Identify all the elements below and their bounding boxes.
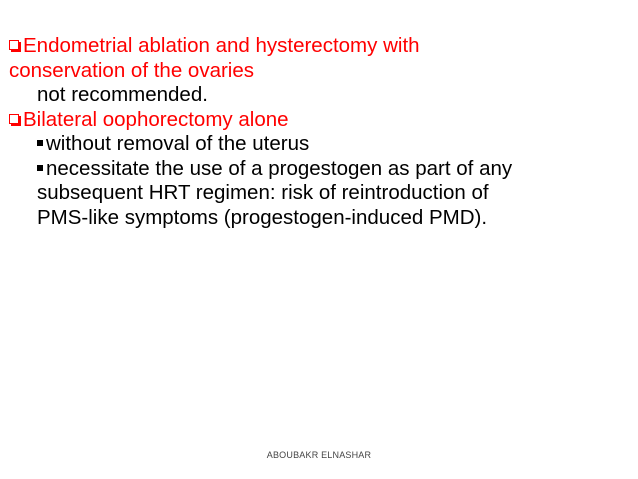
slide-content bbox=[9, 34, 629, 230]
heading-ablation-continued: conservation of the ovaries bbox=[9, 58, 254, 82]
sub-point-progestogen bbox=[9, 157, 629, 182]
sub-point-uterus bbox=[9, 132, 629, 157]
progestogen-continuation-1: subsequent HRT regimen: risk of reintroduction of bbox=[37, 181, 489, 204]
heading-oophorectomy bbox=[9, 108, 629, 133]
sub-point-uterus-text: without removal of the uterus bbox=[46, 132, 310, 155]
heading-oophorectomy-text: Bilateral oophorectomy alone bbox=[23, 107, 289, 131]
heading-ablation bbox=[9, 34, 629, 59]
square-bullet-icon bbox=[37, 140, 43, 146]
checkbox-bullet-icon bbox=[9, 114, 19, 124]
slide-footer-author: ABOUBAKR ELNASHAR bbox=[266, 450, 372, 460]
ablation-detail: not recommended. bbox=[37, 83, 208, 106]
progestogen-continuation-2: PMS-like symptoms (progestogen-induced PMD). bbox=[37, 205, 488, 229]
checkbox-bullet-icon bbox=[9, 40, 19, 50]
square-bullet-icon bbox=[37, 165, 43, 171]
heading-ablation-text: Endometrial ablation and hysterectomy with bbox=[23, 34, 420, 57]
sub-point-progestogen-text: necessitate the use of a progestogen as part of any bbox=[46, 156, 513, 180]
